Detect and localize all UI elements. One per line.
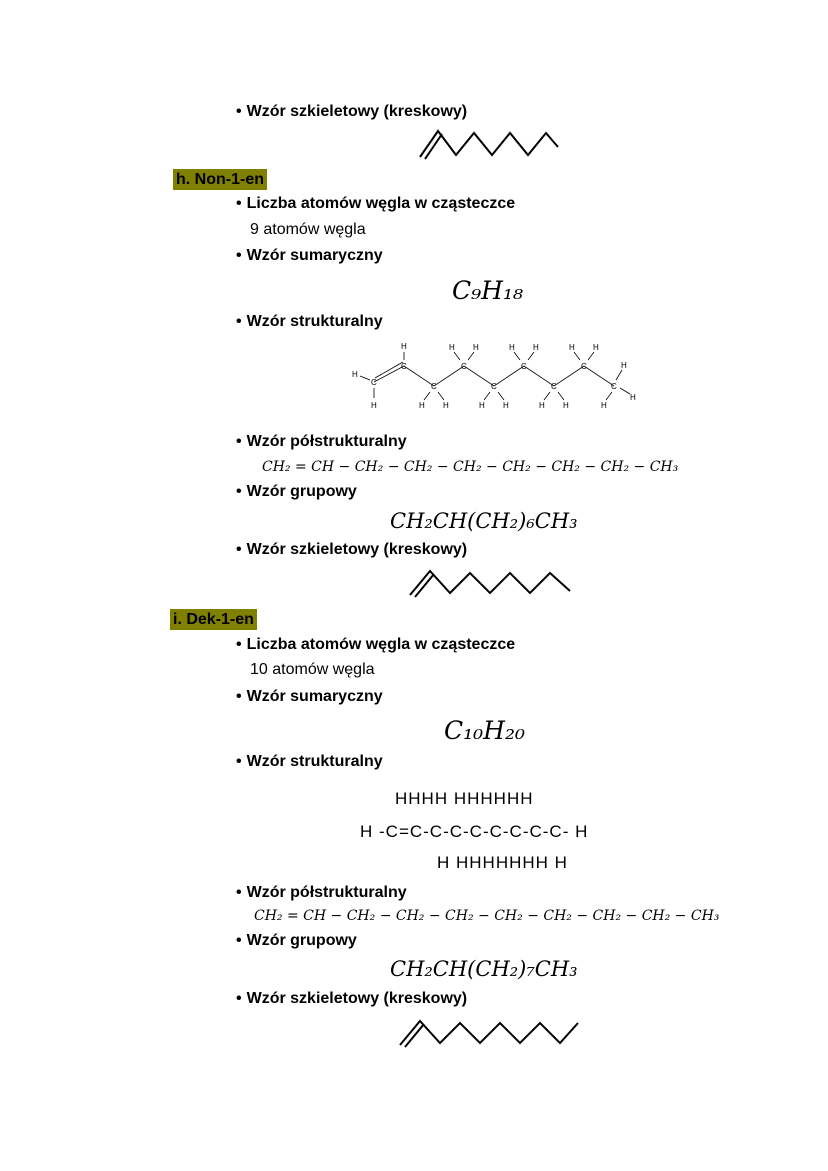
- structural-atom-c: C: [461, 362, 467, 371]
- structural-atom-h: H: [593, 343, 599, 352]
- carbon-count-value: 9 atomów węgla: [250, 221, 366, 238]
- group-formula: CH₂CH(CH₂)₇CH₃: [390, 957, 578, 981]
- structural-atom-c: C: [431, 382, 437, 391]
- structural-atom-c: C: [611, 382, 617, 391]
- skeletal-formula-octene: [418, 125, 560, 161]
- molecular-formula-label: • Wzór sumaryczny: [236, 247, 383, 265]
- structural-formula-label: • Wzór strukturalny: [236, 313, 383, 331]
- skeletal-formula-label: • Wzór szkieletowy (kreskowy): [236, 541, 467, 559]
- structural-formula-bottom-row: H HHHHHHH H: [437, 853, 568, 872]
- skeletal-formula-nonene: [408, 565, 572, 599]
- group-formula: CH₂CH(CH₂)₆CH₃: [390, 509, 578, 533]
- structural-atom-h: H: [630, 393, 636, 402]
- carbon-count-value: 10 atomów węgla: [250, 661, 375, 678]
- structural-formula-top-row: HHHH HHHHHH: [395, 789, 534, 808]
- structural-atom-h: H: [621, 361, 627, 370]
- structural-atom-h: H: [509, 343, 515, 352]
- structural-formula-label: • Wzór strukturalny: [236, 753, 383, 771]
- structural-atom-h: H: [473, 343, 479, 352]
- skeletal-formula-label: • Wzór szkieletowy (kreskowy): [236, 990, 467, 1008]
- structural-atom-h: H: [479, 401, 485, 410]
- structural-atom-c: C: [491, 382, 497, 391]
- section-heading-decene: i. Dek-1-en: [170, 609, 257, 630]
- group-formula-label: • Wzór grupowy: [236, 932, 357, 950]
- semi-structural-label: • Wzór półstrukturalny: [236, 433, 407, 451]
- molecular-formula-label: • Wzór sumaryczny: [236, 688, 383, 706]
- semi-structural-formula: CH₂ = CH − CH₂ − CH₂ − CH₂ − CH₂ − CH₂ − CH₂ − CH₂ − CH₃: [254, 908, 720, 924]
- structural-atom-c: C: [371, 378, 377, 387]
- structural-atom-h: H: [352, 370, 358, 379]
- skeletal-formula-decene: [398, 1015, 580, 1049]
- structural-formula-nonene: [344, 338, 644, 414]
- structural-atom-h: H: [539, 401, 545, 410]
- structural-formula-main-row: H -C=C-C-C-C-C-C-C-C- H: [360, 822, 589, 841]
- skeletal-formula-label: • Wzór szkieletowy (kreskowy): [236, 103, 467, 121]
- structural-atom-h: H: [569, 343, 575, 352]
- structural-atom-c: C: [521, 362, 527, 371]
- structural-atom-h: H: [533, 343, 539, 352]
- group-formula-label: • Wzór grupowy: [236, 483, 357, 501]
- carbon-count-label: • Liczba atomów węgla w cząsteczce: [236, 636, 515, 654]
- structural-atom-h: H: [371, 401, 377, 410]
- structural-atom-c: C: [401, 362, 407, 371]
- structural-atom-c: C: [551, 382, 557, 391]
- molecular-formula: C₁₀H₂₀: [444, 716, 526, 745]
- molecular-formula: C₉H₁₈: [452, 276, 523, 305]
- semi-structural-label: • Wzór półstrukturalny: [236, 884, 407, 902]
- structural-atom-h: H: [419, 401, 425, 410]
- structural-atom-h: H: [563, 401, 569, 410]
- structural-atom-h: H: [601, 401, 607, 410]
- semi-structural-formula: CH₂ = CH − CH₂ − CH₂ − CH₂ − CH₂ − CH₂ − CH₂ − CH₃: [262, 459, 679, 475]
- structural-atom-c: C: [581, 362, 587, 371]
- structural-atom-h: H: [503, 401, 509, 410]
- carbon-count-label: • Liczba atomów węgla w cząsteczce: [236, 195, 515, 213]
- section-heading-nonene: h. Non-1-en: [173, 169, 267, 190]
- structural-atom-h: H: [443, 401, 449, 410]
- structural-atom-h: H: [449, 343, 455, 352]
- structural-atom-h: H: [401, 342, 407, 351]
